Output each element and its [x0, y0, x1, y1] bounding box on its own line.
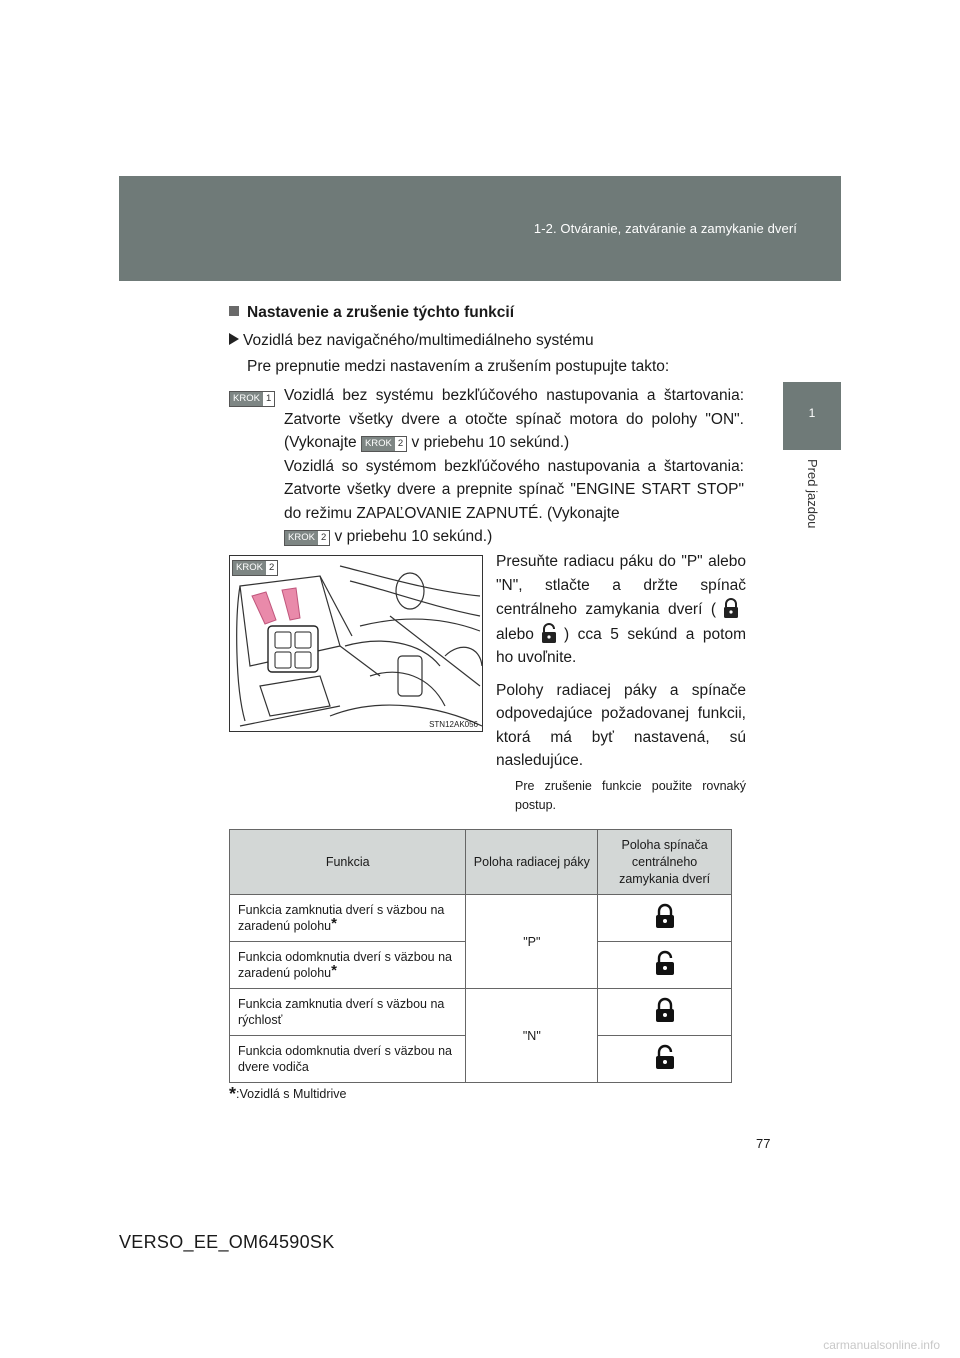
lock-closed-icon — [653, 997, 677, 1023]
table-row: Funkcia zamknutia dverí s väzbou na zaradenú polohu* "P" — [230, 895, 732, 942]
vehicle-bullet: Vozidlá bez navigačného/multimediálneho systému — [229, 332, 594, 350]
table-row: Funkcia odomknutia dverí s väzbou na zaradenú polohu* — [230, 942, 732, 989]
step-2-text: Presuňte radiacu páku do "P" alebo "N", stlačte a držte spínač centrálneho zamykania dverí (alebo ) cca 5 sekúnd a potom ho uvoľnite. Polohy radiacej páky a spínače odpovedajúce požadovanej funkcii, ktorá má byť nastavená, sú nasledujúce. — [496, 553, 746, 769]
step-2-ref-badge: KROK 2 — [284, 530, 330, 546]
section-title: Nastavenie a zrušenie týchto funkcií — [229, 304, 514, 322]
watermark: carmanualsonline.info — [823, 1338, 940, 1352]
figure-code: STN12AK056 — [429, 720, 478, 729]
page-number: 77 — [756, 1136, 771, 1151]
footnote: *:Vozidlá s Multidrive — [229, 1084, 347, 1104]
col-header-switch: Poloha spínača centrálneho zamykania dverí — [598, 830, 732, 895]
cancel-note: Pre zrušenie funkcie použite rovnaký postup. — [515, 779, 746, 812]
intro-text: Pre prepnutie medzi nastavením a zrušením postupujte takto: — [247, 358, 670, 375]
step-2-badge: KROK 2 — [232, 560, 278, 576]
lock-open-icon — [653, 1044, 677, 1070]
chapter-tab — [783, 382, 841, 450]
chapter-number: 1 — [808, 406, 816, 420]
lock-open-icon — [538, 622, 560, 644]
function-table — [229, 829, 732, 1083]
table-row: Funkcia odomknutia dverí s väzbou na dvere vodiča — [230, 1036, 732, 1083]
chapter-side-label: Pred jazdou — [805, 459, 820, 529]
lever-position: "N" — [466, 989, 598, 1083]
document-code: VERSO_EE_OM64590SK — [119, 1232, 335, 1252]
lock-closed-icon — [653, 903, 677, 929]
lock-open-icon — [653, 950, 677, 976]
step-1-badge: KROK 1 — [229, 391, 275, 407]
car-interior-drawing — [230, 556, 482, 731]
triangle-bullet-icon — [229, 333, 239, 345]
table-row: Funkcia zamknutia dverí s väzbou na rýchlosť "N" — [230, 989, 732, 1036]
lever-position: "P" — [466, 895, 598, 989]
step-2-ref-badge: KROK 2 — [361, 436, 407, 452]
chapter-title: 1-2. Otváranie, zatváranie a zamykanie dverí — [533, 221, 797, 236]
lock-closed-icon — [720, 597, 742, 619]
col-header-function: Funkcia — [230, 830, 466, 895]
header-band — [119, 176, 841, 281]
col-header-lever: Poloha radiacej páky — [466, 830, 598, 895]
door-switch-illustration — [229, 555, 483, 732]
square-bullet-icon — [229, 306, 239, 316]
step-1-text: Vozidlá bez systému bezkľúčového nastupovania a štartovania: Zatvorte všetky dvere a otočte spínač motora do polohy "ON". (Vykonajte KROK 2 v priebehu 10 sekúnd.) Vozidlá so systémom bezkľúčového nastupovania a štartovania: Zatvorte všetky dvere a prepnite spínač "ENGINE START STOP" do režimu ZAPAĽOVANIE ZAPNUTÉ. (Vykonajte KROK 2 v priebehu 10 sekúnd.) — [284, 387, 744, 545]
